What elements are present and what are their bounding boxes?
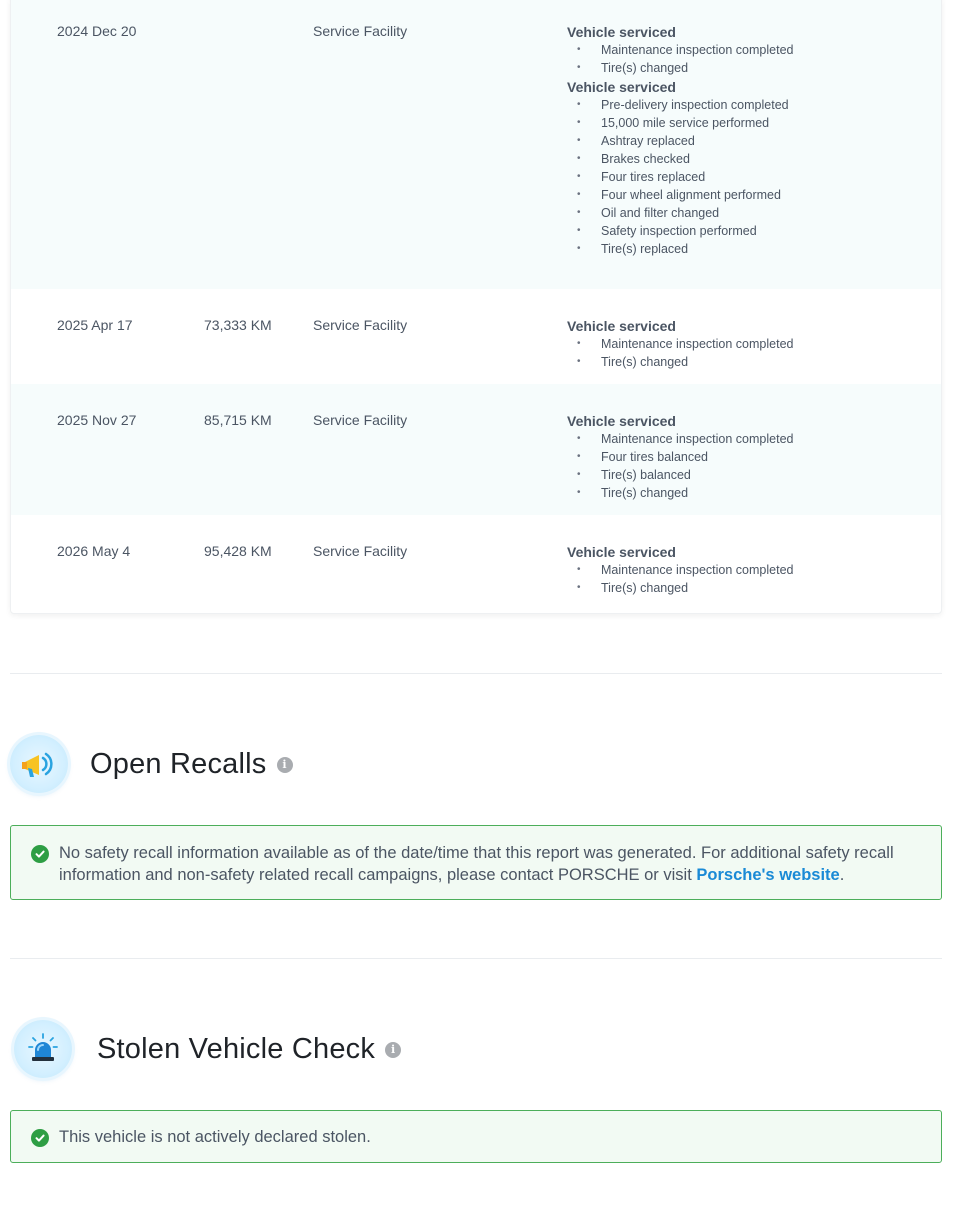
record-date: 2025 Nov 27 (57, 412, 137, 428)
record-detail-item: • Four tires replaced (567, 168, 927, 186)
recall-message-text: No safety recall information available as of the date/time that this report was generated. For additional safety recall information and non-safety related recall campaigns, please contact PORSCHE or visit (59, 844, 894, 884)
stolen-status-alert (10, 1110, 942, 1163)
section-divider (10, 958, 942, 959)
recall-message (59, 842, 901, 886)
history-row (11, 384, 941, 515)
record-detail-list (567, 96, 927, 258)
record-group-title: Vehicle serviced (567, 318, 676, 334)
record-group-title: Vehicle serviced (567, 544, 676, 560)
record-detail-item: • Safety inspection performed (567, 222, 927, 240)
record-detail-item: • Maintenance inspection completed (567, 41, 927, 59)
record-details (567, 317, 927, 371)
record-details (567, 543, 927, 597)
stolen-vehicle-header (14, 1020, 401, 1078)
record-detail-item: • Maintenance inspection completed (567, 561, 927, 579)
record-date: 2024 Dec 20 (57, 23, 137, 39)
stolen-message: This vehicle is not actively declared stolen. (59, 1128, 371, 1146)
record-detail-item: • Tire(s) balanced (567, 466, 927, 484)
record-detail-item: • Brakes checked (567, 150, 927, 168)
record-group-title: Vehicle serviced (567, 79, 676, 95)
info-icon[interactable]: i (277, 757, 293, 773)
record-detail-list (567, 335, 927, 371)
record-details (567, 23, 927, 258)
recall-message-end: . (839, 866, 845, 884)
record-detail-item: • Tire(s) replaced (567, 240, 927, 258)
service-history-table (10, 0, 942, 614)
record-detail-item: • Ashtray replaced (567, 132, 927, 150)
record-detail-item: • Four wheel alignment performed (567, 186, 927, 204)
record-detail-item: • 15,000 mile service performed (567, 114, 927, 132)
history-row (11, 0, 941, 289)
record-odometer: 95,428 KM (204, 543, 272, 559)
record-source: Service Facility (313, 23, 408, 39)
info-icon[interactable]: i (385, 1042, 401, 1058)
record-detail-item: • Pre-delivery inspection completed (567, 96, 927, 114)
porsche-website-link[interactable]: Porsche's website (696, 866, 840, 884)
record-source: Service Facility (313, 317, 408, 333)
section-title: Stolen Vehicle Check (97, 1032, 376, 1065)
record-detail-item: • Tire(s) changed (567, 353, 927, 371)
check-circle-icon (31, 1129, 49, 1147)
megaphone-icon (10, 735, 68, 793)
record-detail-item: • Tire(s) changed (567, 59, 927, 77)
record-odometer: 73,333 KM (204, 317, 272, 333)
record-detail-list (567, 561, 927, 597)
open-recalls-header (10, 735, 293, 793)
record-detail-item: • Maintenance inspection completed (567, 335, 927, 353)
section-title: Open Recalls (90, 747, 267, 780)
history-row (11, 289, 941, 384)
record-date: 2026 May 4 (57, 543, 131, 559)
record-date: 2025 Apr 17 (57, 317, 133, 333)
recall-status-alert (10, 825, 942, 900)
history-row (11, 515, 941, 614)
record-odometer: 85,715 KM (204, 412, 272, 428)
record-source: Service Facility (313, 543, 408, 559)
record-group-title: Vehicle serviced (567, 413, 676, 429)
record-detail-item: • Four tires balanced (567, 448, 927, 466)
record-source: Service Facility (313, 412, 408, 428)
record-group-title: Vehicle serviced (567, 24, 676, 40)
record-details (567, 412, 927, 502)
record-detail-item: • Tire(s) changed (567, 484, 927, 502)
siren-icon (14, 1020, 72, 1078)
record-detail-list (567, 41, 927, 77)
record-detail-item: • Maintenance inspection completed (567, 430, 927, 448)
record-detail-item: • Tire(s) changed (567, 579, 927, 597)
record-detail-list (567, 430, 927, 502)
check-circle-icon (31, 845, 49, 863)
record-detail-item: • Oil and filter changed (567, 204, 927, 222)
section-divider (10, 673, 942, 674)
